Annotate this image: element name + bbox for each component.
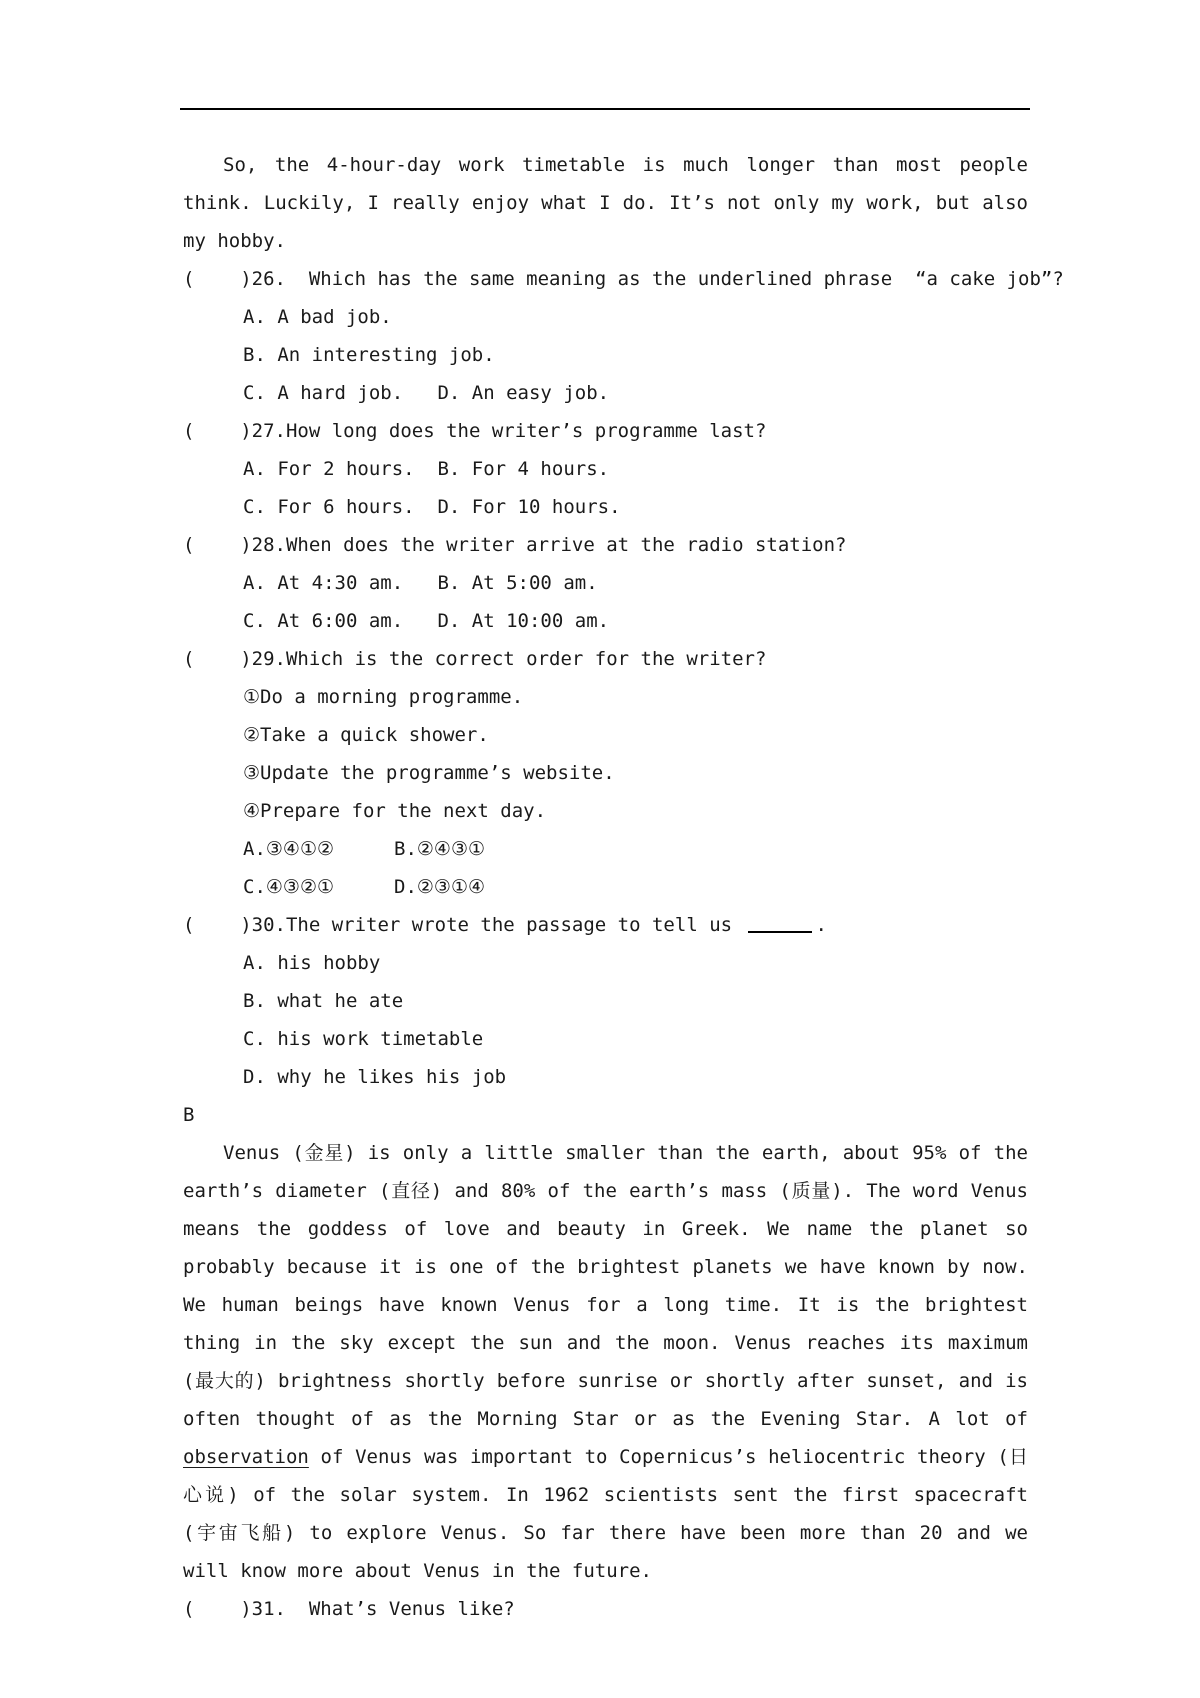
q29-option-c: C.④③②① xyxy=(243,876,335,898)
q27-option-c: C. For 6 hours. xyxy=(243,496,415,518)
q30-option-d: D. why he likes his job xyxy=(243,1066,507,1088)
q26-options-cd xyxy=(183,374,1028,412)
q28-options-ab xyxy=(183,564,1028,602)
q26-option-c: C. A hard job. xyxy=(243,382,404,404)
q27-option-b: B. For 4 hours. xyxy=(437,458,610,480)
question-27: ( )27.How long does the writer’s programme last? xyxy=(183,420,767,442)
q28-options-cd xyxy=(183,602,1028,640)
q27-option-a: A. For 2 hours. xyxy=(243,458,415,480)
underlined-word: observation xyxy=(183,1446,309,1468)
venus-text-before: Venus (金星) is only a little smaller than the earth, about 95% of the earth’s diameter (直径) and 80% of the earth’s mass (质量). The word Venus means the goddess of love and beauty in Greek. We name the planet so probably because it is one of the brightest planets we have known by now. We human beings have known Venus for a long time. It is the brightest thing in the sky except the sun and the moon. Venus reaches its maximum (最大的) brightness shortly before sunrise or shortly after sunset, and is often thought of as the Morning Star or as the Evening Star. A lot of xyxy=(183,1142,1028,1430)
question-30 xyxy=(183,906,1028,944)
q29-options-ab xyxy=(183,830,1028,868)
question-31: ( )31. What’s Venus like? xyxy=(183,1598,515,1620)
q28-option-a: A. At 4:30 am. xyxy=(243,572,404,594)
q29-step-3: ③Update the programme’s website. xyxy=(243,762,615,784)
q26-option-b: B. An interesting job. xyxy=(243,344,495,366)
q28-option-b: B. At 5:00 am. xyxy=(437,572,598,594)
question-30-text: ( )30.The writer wrote the passage to tell us xyxy=(183,914,733,936)
q28-option-c: C. At 6:00 am. xyxy=(243,610,404,632)
q27-option-d: D. For 10 hours. xyxy=(437,496,621,518)
q29-step-1: ①Do a morning programme. xyxy=(243,686,524,708)
question-26: ( )26. Which has the same meaning as the underlined phrase “a cake job”? xyxy=(183,268,1064,290)
section-b-label: B xyxy=(183,1104,195,1126)
answer-blank xyxy=(748,907,812,933)
q28-option-d: D. At 10:00 am. xyxy=(437,610,610,632)
header-rule xyxy=(180,108,1030,110)
question-28: ( )28.When does the writer arrive at the radio station? xyxy=(183,534,847,556)
q30-option-b: B. what he ate xyxy=(243,990,404,1012)
document-content xyxy=(183,146,1064,1628)
q27-options-cd xyxy=(183,488,1028,526)
q30-option-c: C. his work timetable xyxy=(243,1028,484,1050)
venus-text-after: of Venus was important to Copernicus’s heliocentric theory (日心说) of the solar system. In 1962 scientists sent the first spacecraft (宇宙飞船) to explore Venus. So far there have been more than 20 and we will know more about Venus in the future. xyxy=(183,1446,1028,1582)
q29-step-2: ②Take a quick shower. xyxy=(243,724,489,746)
intro-paragraph: So, the 4-hour-day work timetable is much longer than most people think. Luckily, I really enjoy what I do. It’s not only my work, but also my hobby. xyxy=(183,154,1028,252)
q27-options-ab xyxy=(183,450,1028,488)
q26-option-d: D. An easy job. xyxy=(437,382,610,404)
q26-option-a: A. A bad job. xyxy=(243,306,392,328)
q29-option-a: A.③④①② xyxy=(243,838,335,860)
q29-option-d: D.②③①④ xyxy=(394,876,486,898)
question-30-end: . xyxy=(815,914,827,936)
venus-paragraph xyxy=(183,1134,1028,1590)
q29-options-cd xyxy=(183,868,1028,906)
q29-step-4: ④Prepare for the next day. xyxy=(243,800,547,822)
q29-option-b: B.②④③① xyxy=(394,838,486,860)
question-29: ( )29.Which is the correct order for the writer? xyxy=(183,648,767,670)
q30-option-a: A. his hobby xyxy=(243,952,381,974)
